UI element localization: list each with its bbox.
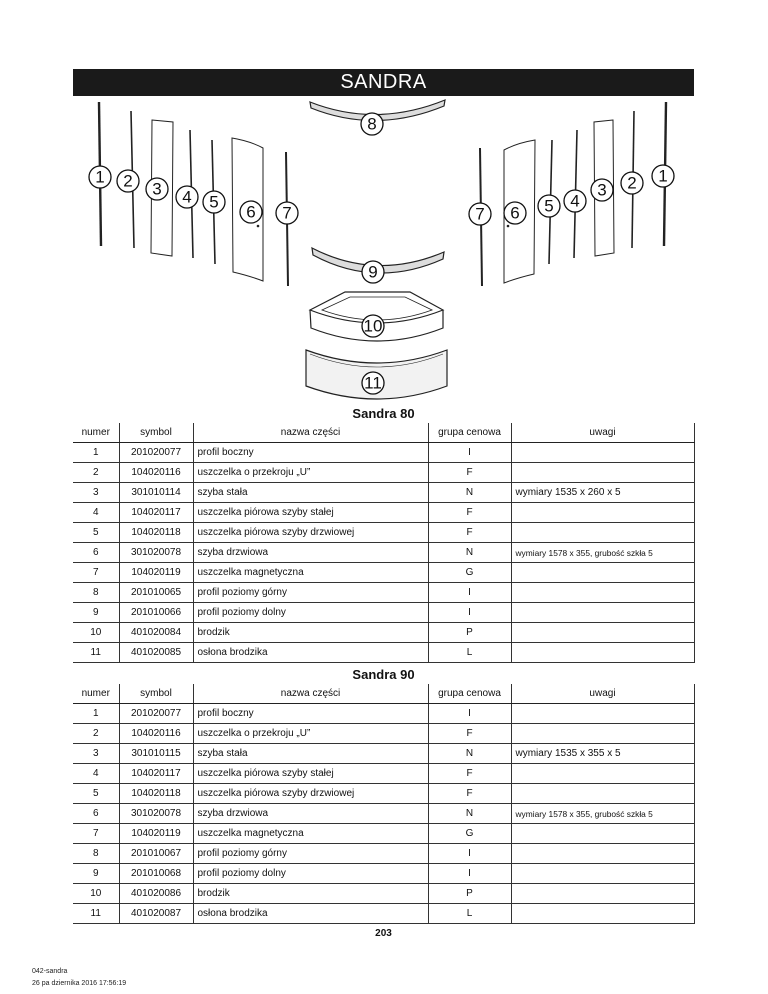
cell-nazwa: szyba stała	[193, 744, 428, 764]
cell-symbol: 201010065	[119, 583, 193, 603]
cell-symbol: 301020078	[119, 543, 193, 563]
callout-3-left	[146, 178, 168, 200]
cell-grupa: L	[428, 643, 511, 663]
cell-uwagi	[511, 623, 694, 643]
svg-text:5: 5	[544, 196, 554, 216]
callout-4-left	[176, 186, 198, 208]
page-number: 203	[375, 928, 392, 939]
exploded-parts-diagram	[0, 96, 768, 404]
cell-symbol: 301010114	[119, 483, 193, 503]
table-row	[73, 643, 694, 663]
cell-uwagi	[511, 583, 694, 603]
cell-grupa: G	[428, 563, 511, 583]
table-row	[73, 824, 694, 844]
cell-symbol: 401020086	[119, 884, 193, 904]
cell-symbol: 401020085	[119, 643, 193, 663]
cell-symbol: 201020077	[119, 704, 193, 724]
cell-grupa: I	[428, 583, 511, 603]
svg-text:5: 5	[209, 192, 219, 212]
table-header-row	[73, 423, 694, 443]
table-row	[73, 864, 694, 884]
cell-numer: 3	[73, 744, 119, 764]
cell-grupa: G	[428, 824, 511, 844]
cell-symbol: 104020118	[119, 523, 193, 543]
callout-2-right	[621, 172, 643, 194]
cell-grupa: F	[428, 724, 511, 744]
cell-numer: 4	[73, 764, 119, 784]
cell-nazwa: profil boczny	[193, 704, 428, 724]
table-row	[73, 904, 694, 924]
cell-nazwa: brodzik	[193, 884, 428, 904]
cell-symbol: 201020077	[119, 443, 193, 463]
cell-nazwa: profil poziomy dolny	[193, 603, 428, 623]
table-row	[73, 623, 694, 643]
footer-date: 26 pa dziernika 2016 17:56:19	[32, 980, 127, 987]
cell-uwagi	[511, 884, 694, 904]
cell-numer: 8	[73, 583, 119, 603]
cell-symbol: 104020117	[119, 764, 193, 784]
cell-grupa: F	[428, 463, 511, 483]
svg-text:3: 3	[152, 179, 162, 199]
col-header-uwagi: uwagi	[511, 423, 694, 443]
cell-uwagi	[511, 784, 694, 804]
cell-numer: 5	[73, 523, 119, 543]
cell-nazwa: profil poziomy górny	[193, 583, 428, 603]
svg-text:4: 4	[182, 187, 192, 207]
cell-uwagi	[511, 443, 694, 463]
svg-text:8: 8	[367, 114, 377, 134]
cell-numer: 6	[73, 543, 119, 563]
table-row	[73, 603, 694, 623]
svg-text:2: 2	[123, 171, 133, 191]
callout-6-right	[504, 202, 526, 224]
cell-uwagi: wymiary 1535 x 355 x 5	[511, 744, 694, 764]
cell-uwagi	[511, 563, 694, 583]
cell-nazwa: uszczelka o przekroju „U”	[193, 463, 428, 483]
cell-uwagi	[511, 503, 694, 523]
cell-symbol: 401020087	[119, 904, 193, 924]
col-header-nazwa: nazwa części	[193, 684, 428, 704]
cell-nazwa: brodzik	[193, 623, 428, 643]
cell-grupa: I	[428, 443, 511, 463]
table-row	[73, 443, 694, 463]
cell-grupa: F	[428, 784, 511, 804]
svg-text:1: 1	[658, 166, 668, 186]
cell-nazwa: uszczelka piórowa szyby stałej	[193, 764, 428, 784]
callout-9	[362, 261, 384, 283]
callout-5-left	[203, 191, 225, 213]
svg-text:6: 6	[246, 202, 256, 222]
cell-grupa: F	[428, 523, 511, 543]
table-row	[73, 784, 694, 804]
cell-nazwa: uszczelka piórowa szyby drzwiowej	[193, 523, 428, 543]
cell-nazwa: profil poziomy dolny	[193, 864, 428, 884]
section-title-sandra-80: Sandra 80	[352, 406, 415, 421]
table-row	[73, 764, 694, 784]
cell-uwagi: wymiary 1578 x 355, grubość szkła 5	[511, 543, 694, 563]
cell-grupa: P	[428, 884, 511, 904]
cell-grupa: N	[428, 543, 511, 563]
cell-numer: 8	[73, 844, 119, 864]
cell-numer: 6	[73, 804, 119, 824]
table-row	[73, 463, 694, 483]
cell-numer: 5	[73, 784, 119, 804]
cell-symbol: 401020084	[119, 623, 193, 643]
svg-text:11: 11	[364, 373, 382, 393]
cell-uwagi	[511, 904, 694, 924]
col-header-grupa: grupa cenowa	[428, 684, 511, 704]
cell-grupa: N	[428, 744, 511, 764]
col-header-nazwa: nazwa części	[193, 423, 428, 443]
table-row	[73, 804, 694, 824]
cell-numer: 11	[73, 643, 119, 663]
cell-uwagi: wymiary 1535 x 260 x 5	[511, 483, 694, 503]
cell-numer: 9	[73, 864, 119, 884]
table-row	[73, 704, 694, 724]
table-row	[73, 483, 694, 503]
callout-4-right	[564, 190, 586, 212]
callout-6-left	[240, 201, 262, 223]
cell-numer: 10	[73, 884, 119, 904]
cell-nazwa: osłona brodzika	[193, 643, 428, 663]
cell-symbol: 201010066	[119, 603, 193, 623]
cell-numer: 7	[73, 824, 119, 844]
cell-numer: 11	[73, 904, 119, 924]
cell-numer: 7	[73, 563, 119, 583]
col-header-numer: numer	[73, 684, 119, 704]
cell-grupa: L	[428, 904, 511, 924]
cell-uwagi	[511, 643, 694, 663]
cell-nazwa: profil poziomy górny	[193, 844, 428, 864]
cell-symbol: 104020119	[119, 824, 193, 844]
callout-7-left	[276, 202, 298, 224]
callout-1-right	[652, 165, 674, 187]
table-header-row	[73, 684, 694, 704]
cell-symbol: 104020119	[119, 563, 193, 583]
cell-symbol: 201010067	[119, 844, 193, 864]
section-title-sandra-90: Sandra 90	[352, 667, 415, 682]
cell-numer: 1	[73, 443, 119, 463]
callout-10	[362, 315, 384, 337]
col-header-symbol: symbol	[119, 423, 193, 443]
svg-text:9: 9	[368, 262, 378, 282]
cell-grupa: N	[428, 804, 511, 824]
cell-symbol: 301010115	[119, 744, 193, 764]
page-title: SANDRA	[73, 69, 694, 96]
cell-grupa: I	[428, 704, 511, 724]
svg-text:6: 6	[510, 203, 520, 223]
callout-5-right	[538, 195, 560, 217]
svg-text:3: 3	[597, 180, 607, 200]
table-row	[73, 844, 694, 864]
cell-grupa: I	[428, 844, 511, 864]
svg-text:4: 4	[570, 191, 580, 211]
cell-symbol: 104020116	[119, 463, 193, 483]
cell-numer: 2	[73, 724, 119, 744]
cell-grupa: N	[428, 483, 511, 503]
callout-3-right	[591, 179, 613, 201]
cell-grupa: I	[428, 864, 511, 884]
cell-nazwa: uszczelka piórowa szyby drzwiowej	[193, 784, 428, 804]
cell-uwagi	[511, 724, 694, 744]
svg-text:10: 10	[363, 316, 383, 336]
cell-numer: 4	[73, 503, 119, 523]
col-header-numer: numer	[73, 423, 119, 443]
cell-grupa: I	[428, 603, 511, 623]
cell-uwagi: wymiary 1578 x 355, grubość szkła 5	[511, 804, 694, 824]
table-row	[73, 563, 694, 583]
svg-text:2: 2	[627, 173, 637, 193]
cell-grupa: P	[428, 623, 511, 643]
cell-numer: 10	[73, 623, 119, 643]
cell-nazwa: uszczelka magnetyczna	[193, 824, 428, 844]
cell-uwagi	[511, 463, 694, 483]
table-row	[73, 724, 694, 744]
table-row	[73, 744, 694, 764]
cell-nazwa: uszczelka piórowa szyby stałej	[193, 503, 428, 523]
cell-symbol: 301020078	[119, 804, 193, 824]
cell-nazwa: osłona brodzika	[193, 904, 428, 924]
cell-uwagi	[511, 824, 694, 844]
cell-symbol: 104020118	[119, 784, 193, 804]
svg-text:7: 7	[282, 203, 292, 223]
cell-numer: 3	[73, 483, 119, 503]
cell-symbol: 104020117	[119, 503, 193, 523]
cell-nazwa: profil boczny	[193, 443, 428, 463]
cell-numer: 1	[73, 704, 119, 724]
cell-uwagi	[511, 704, 694, 724]
col-header-uwagi: uwagi	[511, 684, 694, 704]
cell-uwagi	[511, 844, 694, 864]
table-row	[73, 543, 694, 563]
table-row	[73, 523, 694, 543]
cell-nazwa: szyba drzwiowa	[193, 543, 428, 563]
cell-nazwa: szyba drzwiowa	[193, 804, 428, 824]
cell-grupa: F	[428, 764, 511, 784]
cell-nazwa: uszczelka o przekroju „U”	[193, 724, 428, 744]
svg-text:1: 1	[95, 167, 105, 187]
parts-table-sandra-90	[73, 684, 695, 924]
callout-2-left	[117, 170, 139, 192]
cell-uwagi	[511, 764, 694, 784]
cell-numer: 2	[73, 463, 119, 483]
footer-file: 042-sandra	[32, 968, 68, 975]
col-header-grupa: grupa cenowa	[428, 423, 511, 443]
cell-uwagi	[511, 603, 694, 623]
cell-uwagi	[511, 523, 694, 543]
cell-grupa: F	[428, 503, 511, 523]
cell-uwagi	[511, 864, 694, 884]
table-row	[73, 884, 694, 904]
table-row	[73, 583, 694, 603]
col-header-symbol: symbol	[119, 684, 193, 704]
cell-symbol: 104020116	[119, 724, 193, 744]
cell-nazwa: szyba stała	[193, 483, 428, 503]
parts-table-sandra-80	[73, 423, 695, 663]
callout-7-right	[469, 203, 491, 225]
cell-symbol: 201010068	[119, 864, 193, 884]
callout-11	[362, 372, 384, 394]
cell-nazwa: uszczelka magnetyczna	[193, 563, 428, 583]
cell-numer: 9	[73, 603, 119, 623]
table-row	[73, 503, 694, 523]
svg-text:7: 7	[475, 204, 485, 224]
callout-8	[361, 113, 383, 135]
callout-1-left	[89, 166, 111, 188]
